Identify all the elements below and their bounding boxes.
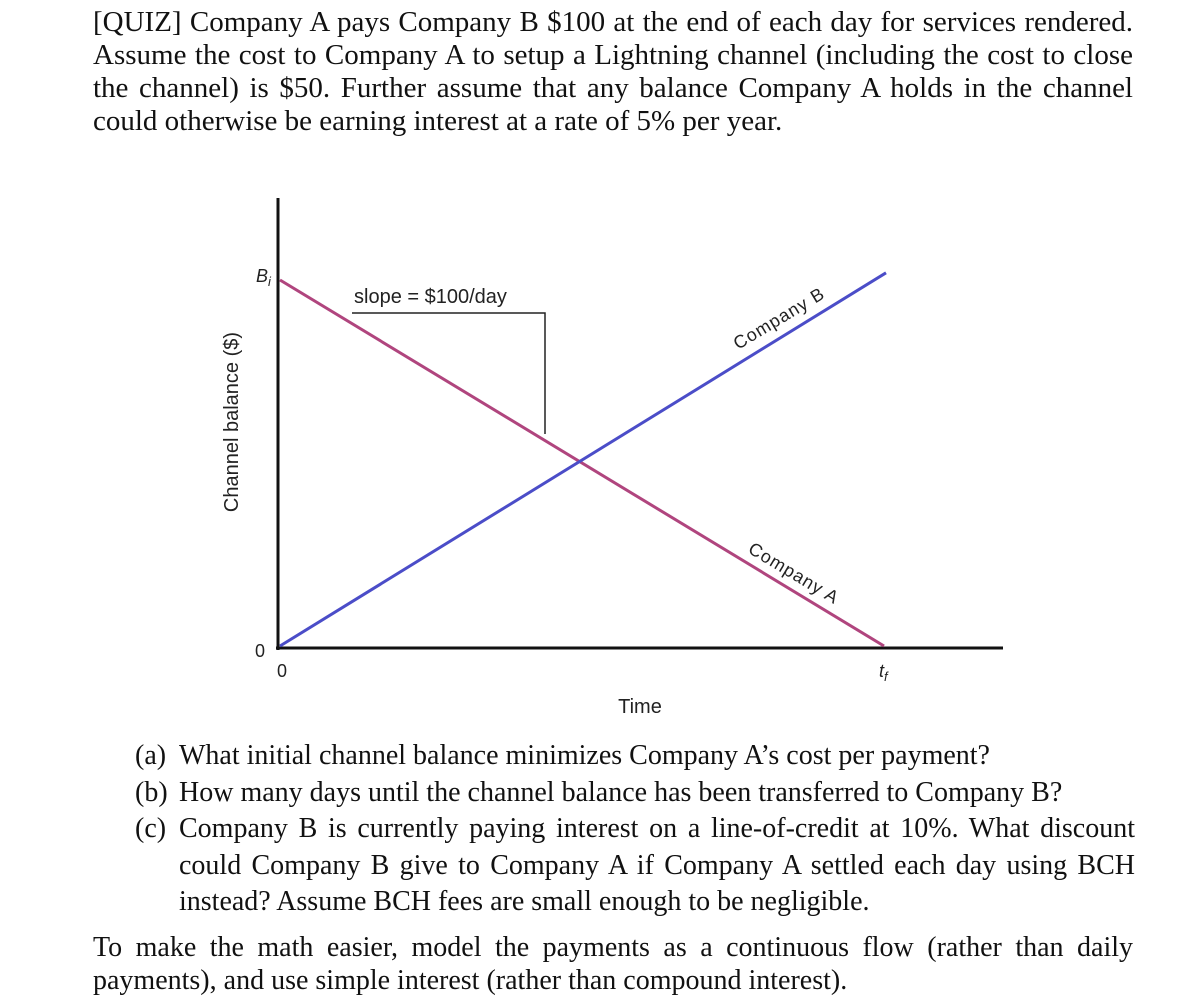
- question-label: (b): [135, 776, 168, 808]
- series-label-company-b: Company B: [729, 283, 829, 354]
- question-list: [135, 738, 1135, 921]
- y-tick-bi: $B_i$: [256, 266, 271, 289]
- slope-bracket: [352, 313, 545, 434]
- slope-annotation: slope = $100/day: [354, 286, 507, 308]
- question-label: (a): [135, 740, 167, 771]
- question-b: [135, 775, 1135, 812]
- y-axis-label: Channel balance ($): [221, 331, 243, 513]
- x-tick-tf: $t_f$: [879, 661, 888, 684]
- question-text: How many days until the channel balance has been transferred to Company B?: [179, 776, 1063, 808]
- question-text: What initial channel balance minimizes Company A’s cost per payment?: [179, 740, 990, 771]
- y-tick-0: 0: [254, 641, 266, 661]
- quiz-intro: [QUIZ] Company A pays Company B $100 at the end of each day for services rendered. Assume the cost to Company A to setup a Lightning channel (including the cost to close the channel) is $50. Further assume that any balance Company A holds in the channel could otherwise be earning interest at a rate of 5% per year.: [93, 6, 1133, 137]
- question-c: [135, 811, 1135, 921]
- series-label-company-a: Company A: [744, 538, 843, 608]
- x-axis-label: Time: [618, 696, 662, 718]
- modeling-note: To make the math easier, model the payments as a continuous flow (rather than daily payments), and use simple interest (rather than compound interest).: [93, 932, 1133, 996]
- series-line-company-b: [280, 273, 886, 646]
- x-tick-0: 0: [276, 661, 288, 681]
- question-a: [135, 738, 1135, 775]
- question-text: Company B is currently paying interest on a line-of-credit at 10%. What discount could Company B give to Company A if Company A settled each day using BCH instead? Assume BCH fees are small enough to be negligible.: [179, 813, 1135, 917]
- question-label: (c): [135, 813, 167, 844]
